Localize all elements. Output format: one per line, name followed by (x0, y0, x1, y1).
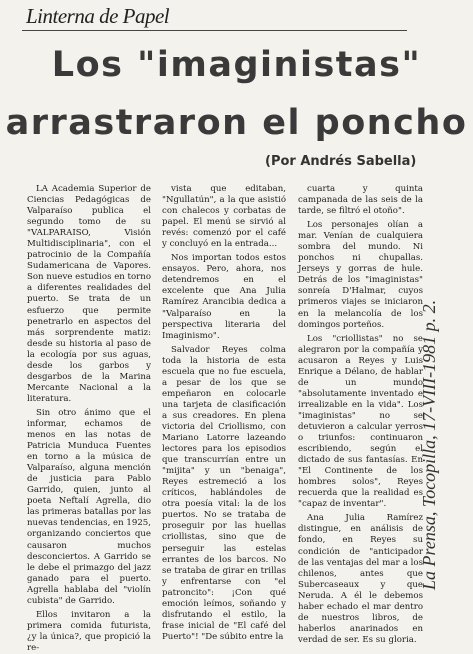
handwritten-source-note: La Prensa, Tocopilla, 17-VIII-1981 p. 2. (419, 299, 439, 590)
paragraph: LA Academia Superior de Ciencias Pedagógicas de Valparaíso publica el segundo tomo de su "VALPARAISO, Visión Multidisciplinaria", con el patrocinio de la Compañía Sudamericana de Vapores. Son nueve estudios en torno a diferentes realidades del puerto. Se trata de un esfuerzo que permite penetrarlo en aspectos del más sorprendente matiz: desde su historia al paso de la ecología por sus aguas, desde los garbos y desgarbos de la Marina Mercante Nacional a la literatura. (27, 184, 152, 404)
article-title-line-2: arrastraron el poncho (5, 103, 468, 143)
article-byline: (Por Andrés Sabella) (265, 154, 417, 169)
article-title-line-1: Los "imaginistas" (51, 45, 422, 85)
paragraph: cuarta y quinta campanada de las seis de la tarde, se filtró el otoño". (298, 184, 423, 217)
article-column-1 (27, 184, 151, 654)
paragraph: vista que editaban, "Ngullatún", a la que asistió con chalecos y corbatas de papel. El menú se sirvió al revés: comenzó por el café y concluyó en la entrada... (162, 184, 286, 250)
paragraph: Ana Julia Ramírez distingue, en análisis de fondo, en Reyes su condición de "anticipador de las ventajas del mar a los chilenos, antes que Subercaseaux y que Neruda. A él le debemos haber echado el mar dentro de nuestros libros, de haberlos anarinados en verdad de ser. Es su gloria. (298, 513, 423, 645)
section-header: Linterna de Papel (26, 4, 170, 28)
paragraph: Los personajes olían a mar. Venían de cualquiera sombra del mundo. Ni ponchos ni chupallas. Jerseys y gorras de hule. Detrás de los "imaginistas" sonreía D'Halmar, cuyos primeros viajes se iniciaron en la melancolía de los domingos porteños. (298, 220, 423, 330)
paragraph: Nos importan todos estos ensayos. Pero, ahora, nos detendremos en el excelente que Ana Julia Ramírez Arancibia dedica a "Valparaíso en la perspectiva literaria del Imaginismo". (162, 253, 286, 341)
paragraph: Salvador Reyes colma toda la historia de esta escuela que no fue escuela, a pesar de los que se empeñaron en colocarle una tarjeta de clasificación a sus creadores. En plena victoria del Criollismo, con Mariano Latorre lazeando lectores para los episodios que transcurrían entre un "mijita" y un "benaiga", Reyes estremeció a los críticos, hablándoles de otra poesía vital: la de los puertos. No se trataba de proseguir por las huellas criollistas, sino que de perseguir las estelas errantes de los barcos. No se trataba de girar en trillas y enfrentarse con "el patroncito": ¡Con qué emoción leímos, soñando y disfrutando el estilo, la frase inicial de "El café del Puerto"! "De súbito entre la (162, 344, 286, 642)
article-column-2 (162, 184, 286, 643)
header-rule (22, 30, 407, 31)
paragraph: Los "criollistas" no se alegraron por la compañía y acusaron a Reyes y Luis Enrique a Délano, de hablar de un mundo "absolutamente inventado e irrealizable en la vida". Los "imaginistas" no se detuvieron a calcular yerros o triunfos: continuaron escribiendo, según el dictado de sus fantasías. En "El Continente de los hombres solos", Reyes recuerda que la realidad es "capaz de inventar". (298, 333, 423, 510)
paragraph: Ellos invitaron a la primera comida futurista, ¿y la única?, que propició la re- (27, 609, 151, 653)
article-column-3 (298, 184, 423, 646)
paragraph: Sin otro ánimo que el informar, echamos de menos en las notas de Patricia Munduca Fuentes en torno a la música de Valparaíso, alguna mención de justicia para Pablo Garrido, quien, junto al poeta Neftalí Agrella, dio las primeras batallas por las nuevas tendencias, en 1925, organizando conciertos que causaron muchos desconciertos. A Garrido se le debe el primazgo del jazz ganado para el puerto. Agrella hablaba del "violín cubista" de Garrido. (27, 407, 151, 606)
